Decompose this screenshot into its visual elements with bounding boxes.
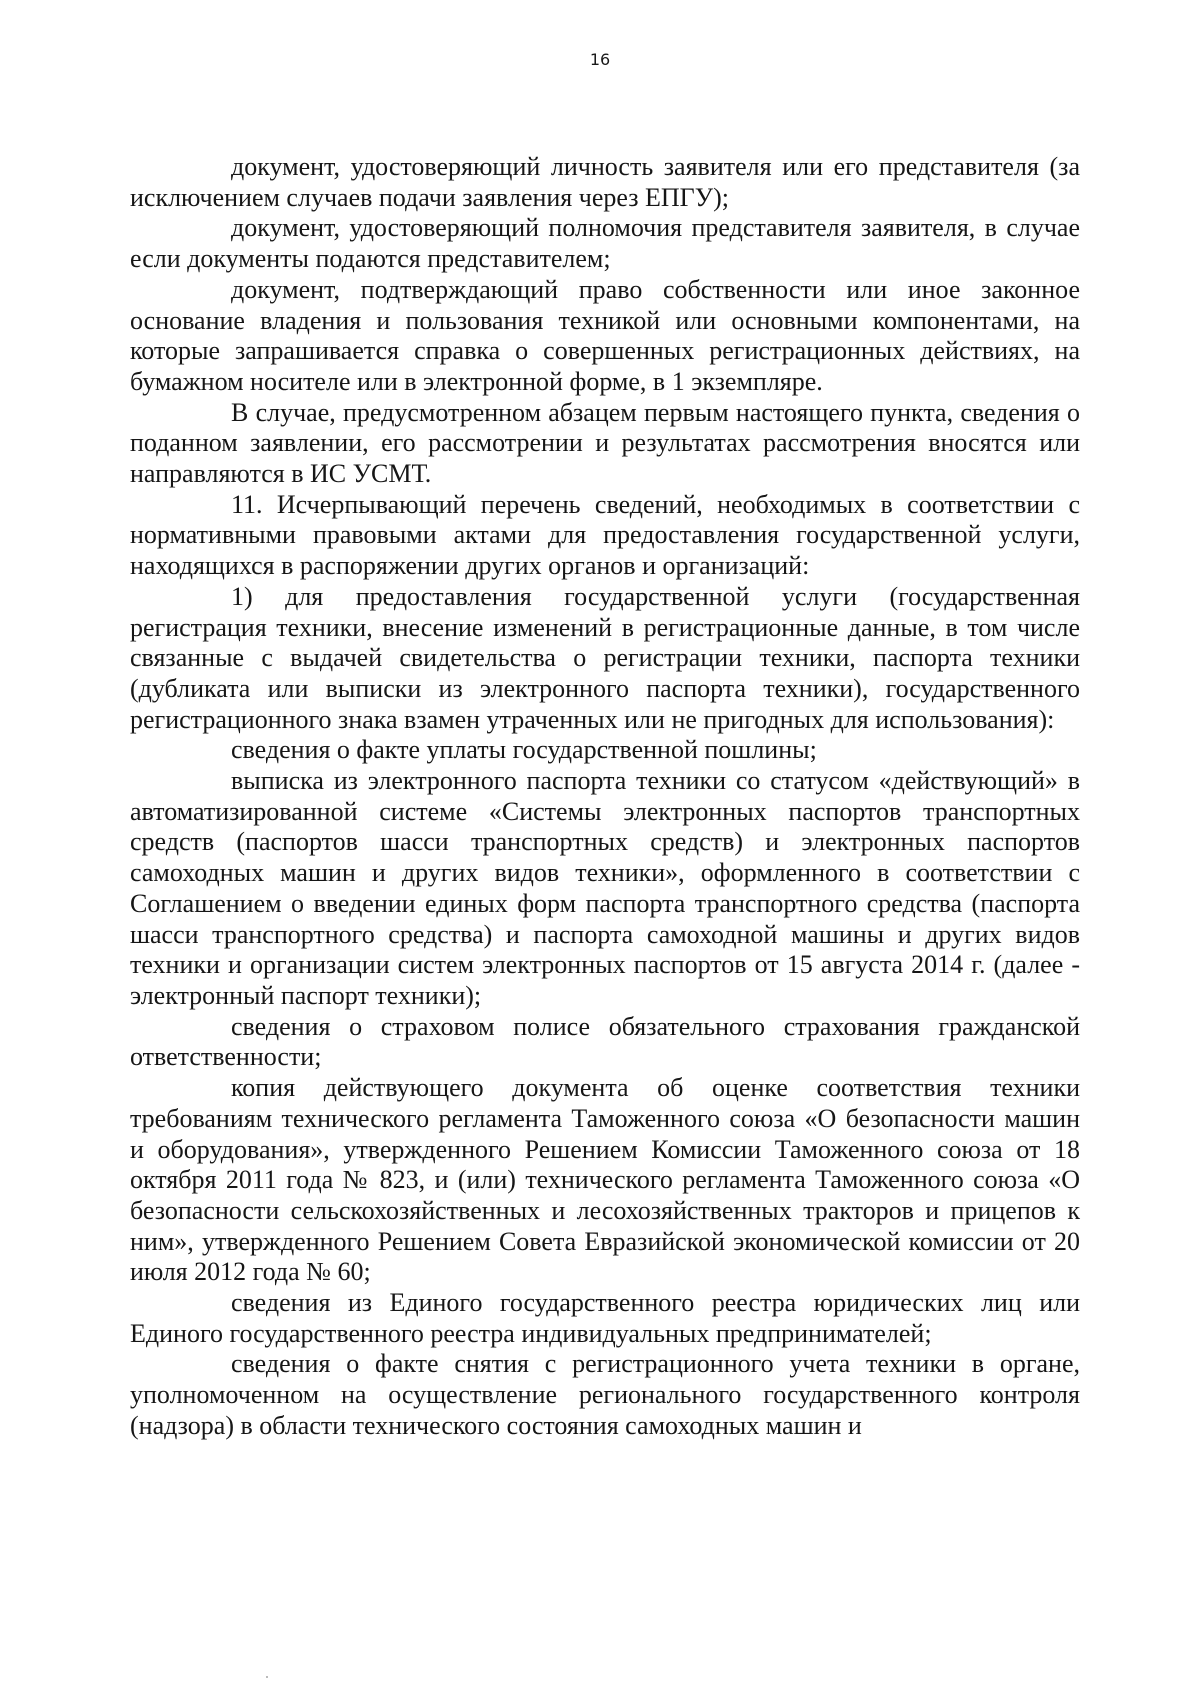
paragraph-conformity-document: копия действующего документа об оценке соответствия техники требованиям технического регламента Таможенного союза «О безопасности машин и оборудования», утвержденного Решением Комиссии Таможенного союза от 18 октября 2011 года № 823, и (или) технического регламента Таможенного союза «О безопасности сельскохозяйственных и лесохозяйственных тракторов и прицепов к ним», утвержденного Решением Совета Евразийской экономической комиссии от 20 июля 2012 года № 60; [130, 1073, 1080, 1287]
page-number: 16 [589, 50, 611, 69]
document-body [130, 152, 1080, 1442]
paragraph-case-info: В случае, предусмотренном абзацем первым настоящего пункта, сведения о поданном заявлении, его рассмотрении и результатах рассмотрения вносятся или направляются в ИС УСМТ. [130, 397, 1080, 489]
paragraph-electronic-passport: выписка из электронного паспорта техники со статусом «действующий» в автоматизированной системе «Системы электронных паспортов транспортных средств (паспортов шасси транспортных средств) и электронных паспортов самоходных машин и других видов техники», оформленного в соответствии с Соглашением о введении единых форм паспорта транспортного средства (паспорта шасси транспортного средства) и паспорта самоходной машины и других видов техники и организации систем электронных паспортов от 15 августа 2014 г. (далее - электронный паспорт техники); [130, 766, 1080, 1010]
scan-speck [266, 1676, 268, 1678]
paragraph-duty-payment: сведения о факте уплаты государственной пошлины; [231, 735, 817, 765]
paragraph-ownership-document: документ, подтверждающий право собственности или иное законное основание владения и пользования техникой или основными компонентами, на которые запрашивается справка о совершенных регистрационных действиях, на бумажном носителе или в электронной форме, в 1 экземпляре. [130, 274, 1080, 396]
paragraph-insurance-policy: сведения о страховом полисе обязательного страхования гражданской ответственности; [130, 1011, 1080, 1072]
paragraph-registry-info: сведения из Единого государственного реестра юридических лиц или Единого государственного реестра индивидуальных предпринимателей; [130, 1288, 1080, 1348]
paragraph-representative-authority: документ, удостоверяющий полномочия представителя заявителя, в случае если документы подаются представителем; [130, 213, 1080, 274]
paragraph-deregistration-info: сведения о факте снятия с регистрационного учета техники в органе, уполномоченном на осуществление регионального государственного контроля (надзора) в области технического состояния самоходных машин и [130, 1349, 1080, 1440]
paragraph-section-11: 11. Исчерпывающий перечень сведений, необходимых в соответствии с нормативными правовыми актами для предоставления государственной услуги, находящихся в распоряжении других органов и организаций: [130, 489, 1080, 581]
paragraph-applicant-id: документ, удостоверяющий личность заявителя или его представителя (за исключением случаев подачи заявления через ЕПГУ); [130, 152, 1080, 212]
paragraph-item-1: 1) для предоставления государственной услуги (государственная регистрация техники, внесение изменений в регистрационные данные, в том числе связанные с выдачей свидетельства о регистрации техники, паспорта техники (дубликата или выписки из электронного паспорта техники), государственного регистрационного знака взамен утраченных или не пригодных для использования): [130, 581, 1080, 734]
